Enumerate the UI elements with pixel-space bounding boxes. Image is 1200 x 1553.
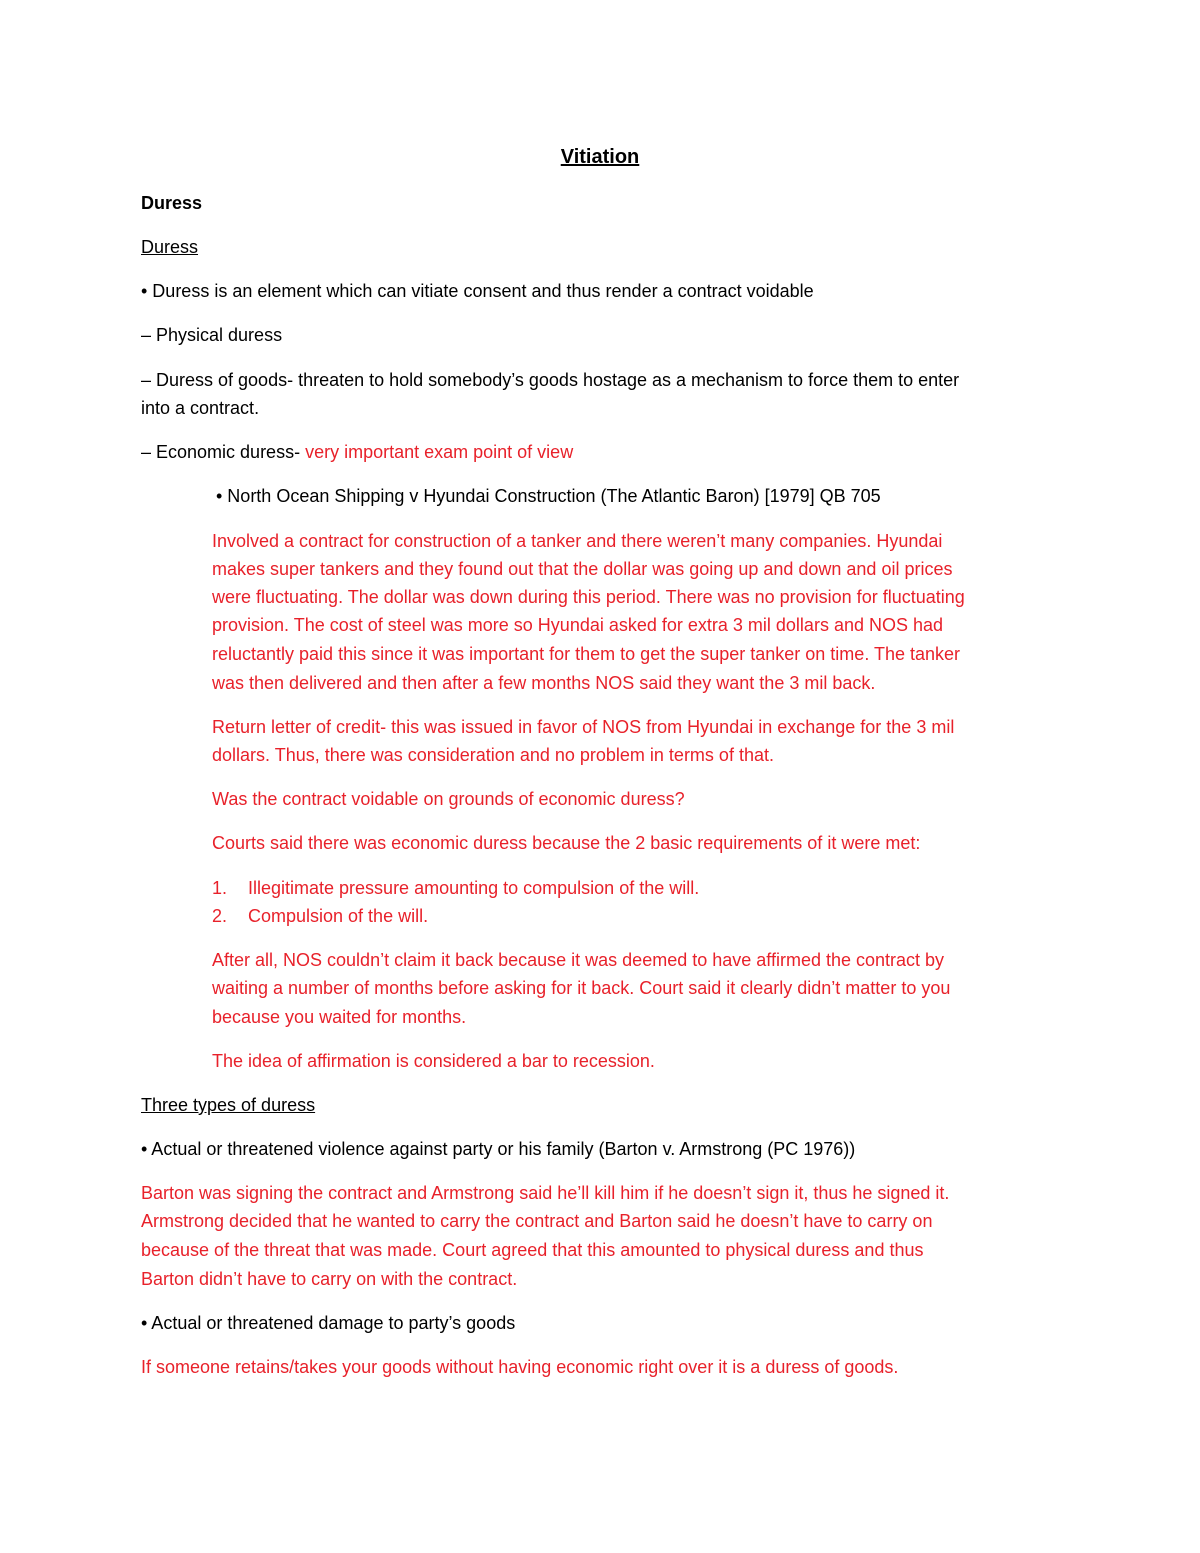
dash-physical-duress: – Physical duress: [141, 325, 283, 345]
paragraph-line: was then delivered and then after a few months NOS said they want the 3 mil back.: [212, 673, 876, 693]
bullet-damage: • Actual or threatened damage to party’s goods: [141, 1313, 516, 1333]
bullet-violence: • Actual or threatened violence against party or his family (Barton v. Armstrong (PC 1976)): [141, 1139, 856, 1159]
paragraph-line: Barton didn’t have to carry on with the contract.: [141, 1269, 518, 1289]
paragraph-line: reluctantly paid this since it was important for them to get the super tanker on time. The tanker: [212, 644, 961, 664]
document-title: Vitiation: [560, 146, 640, 168]
section-heading: Duress: [141, 193, 203, 213]
paragraph-line: Barton was signing the contract and Armstrong said he’ll kill him if he doesn’t sign it, thus he signed it.: [141, 1183, 950, 1203]
paragraph-line: waiting a number of months before asking for it back. Court said it clearly didn’t matter to you: [212, 978, 951, 998]
list-text: Illegitimate pressure amounting to compulsion of the will.: [248, 878, 700, 898]
requirement-item: [212, 902, 428, 930]
three-types-heading: Three types of duress: [141, 1095, 316, 1115]
bullet-intro: • Duress is an element which can vitiate consent and thus render a contract voidable: [141, 281, 814, 301]
courts-said: Courts said there was economic duress because the 2 basic requirements of it were met:: [212, 833, 921, 853]
paragraph-goods: If someone retains/takes your goods without having economic right over it is a duress of goods.: [141, 1357, 899, 1377]
paragraph-line: Armstrong decided that he wanted to carry the contract and Barton said he doesn’t have to carry on: [141, 1211, 933, 1231]
paragraph-line: provision. The cost of steel was more so Hyundai asked for extra 3 mil dollars and NOS had: [212, 615, 944, 635]
case-bullet: • North Ocean Shipping v Hyundai Construction (The Atlantic Baron) [1979] QB 705: [216, 486, 881, 506]
paragraph-line: Return letter of credit- this was issued in favor of NOS from Hyundai in exchange for the 3 mil: [212, 717, 955, 737]
economic-duress-label: – Economic duress-: [141, 442, 306, 462]
requirement-item: [212, 874, 699, 902]
economic-duress-note: very important exam point of view: [305, 442, 574, 462]
question: Was the contract voidable on grounds of economic duress?: [212, 789, 685, 809]
paragraph-line: makes super tankers and they found out that the dollar was going up and down and oil prices: [212, 559, 953, 579]
dash-goods-duress-line-1: – Duress of goods- threaten to hold somebody’s goods hostage as a mechanism to force them to enter: [141, 370, 960, 390]
dash-economic-duress: [141, 438, 573, 466]
paragraph-line: were fluctuating. The dollar was down during this period. There was no provision for fluctuating: [212, 587, 965, 607]
affirmation-note: The idea of affirmation is considered a bar to recession.: [212, 1051, 655, 1071]
list-number: 1.: [212, 878, 228, 898]
paragraph-line: Involved a contract for construction of a tanker and there weren’t many companies. Hyundai: [212, 531, 943, 551]
list-number: 2.: [212, 906, 228, 926]
paragraph-line: because you waited for months.: [212, 1007, 467, 1027]
paragraph-line: After all, NOS couldn’t claim it back because it was deemed to have affirmed the contract by: [212, 950, 945, 970]
dash-goods-duress-line-2: into a contract.: [141, 398, 260, 418]
subheading: Duress: [141, 237, 199, 257]
list-text: Compulsion of the will.: [248, 906, 429, 926]
paragraph-line: because of the threat that was made. Court agreed that this amounted to physical duress and thus: [141, 1240, 924, 1260]
paragraph-line: dollars. Thus, there was consideration and no problem in terms of that.: [212, 745, 774, 765]
